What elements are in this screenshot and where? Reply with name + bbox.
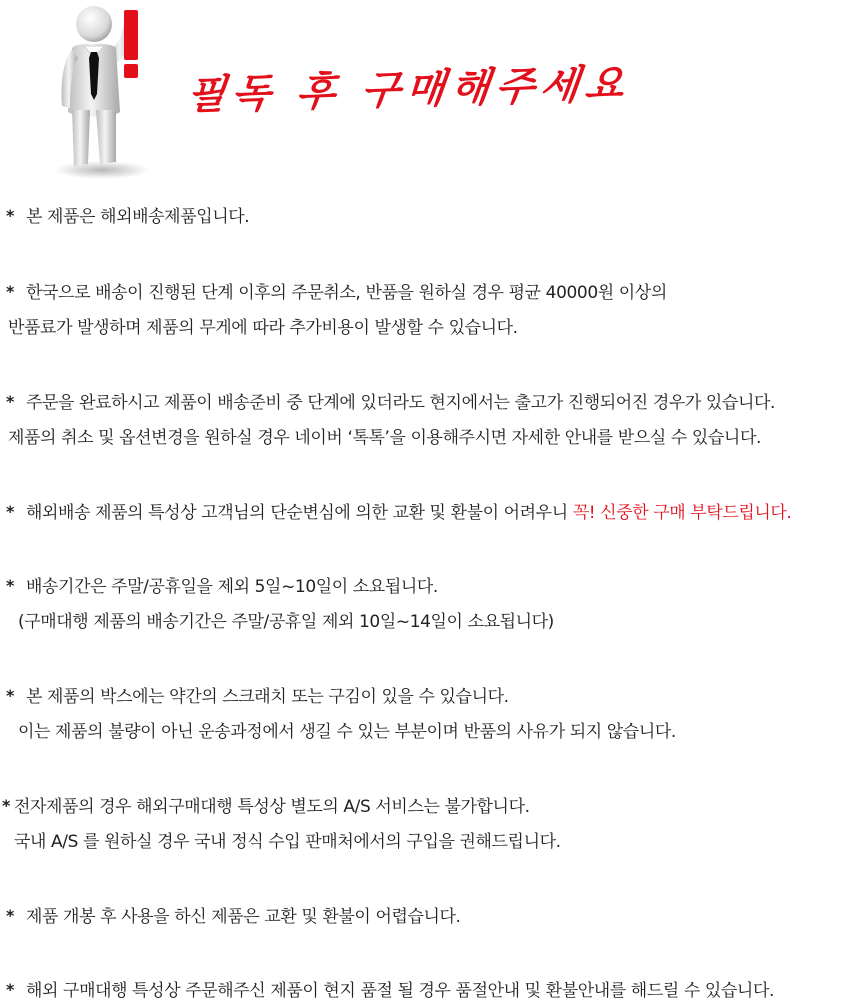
notice-bullet: * [6,282,15,301]
notice-bullet: * [2,796,11,815]
notice-bullet: * [6,206,15,225]
notice-line: 배송기간은 주말/공휴일을 제외 5일~10일이 소요됩니다. [26,577,438,597]
headline-must-read: 필독 후 구매해주세요 [184,60,633,119]
notice-line [26,503,791,523]
notice-line-text: 해외배송 제품의 특성상 고객님의 단순변심에 의한 교환 및 환불이 어려우니 [26,503,573,523]
notice-line: 한국으로 배송이 진행된 단계 이후의 주문취소, 반품을 원하실 경우 평균 40000원 이상의 [26,283,667,303]
notice-line: 제품 개봉 후 사용을 하신 제품은 교환 및 환불이 어렵습니다. [26,907,461,927]
notice-bullet: * [6,392,15,411]
notice-bullet: * [6,576,15,595]
notice-line: 국내 A/S 를 원하실 경우 국내 정식 수입 판매처에서의 구입을 권해드립니다. [14,832,561,852]
notice-emphasis-text: 꼭! 신중한 구매 부탁드립니다. [572,503,792,523]
notice-line: 본 제품은 해외배송제품입니다. [26,207,250,227]
notice-line: 주문을 완료하시고 제품이 배송준비 중 단계에 있더라도 현지에서는 출고가 진행되어진 경우가 있습니다. [26,393,775,413]
notice-line: 제품의 취소 및 옵션변경을 원하실 경우 네이버 ‘톡톡’을 이용해주시면 자세한 안내를 받으실 수 있습니다. [8,428,761,448]
notice-bullet: * [6,906,15,925]
notice-bullet: * [6,502,15,521]
notice-line: 해외 구매대행 특성상 주문해주신 제품이 현지 품절 될 경우 품절안내 및 환불안내를 해드릴 수 있습니다. [26,981,774,1001]
notice-line: 전자제품의 경우 해외구매대행 특성상 별도의 A/S 서비스는 불가합니다. [14,797,530,817]
notice-line: (구매대행 제품의 배송기간은 주말/공휴일 제외 10일~14일이 소요됩니다) [18,612,554,632]
notice-bullet: * [6,686,15,705]
notice-bullet: * [6,980,15,999]
notice-line: 본 제품의 박스에는 약간의 스크래치 또는 구김이 있을 수 있습니다. [26,687,509,707]
notice-line: 이는 제품의 불량이 아닌 운송과정에서 생길 수 있는 부분이며 반품의 사유가 되지 않습니다. [18,722,676,742]
notice-line: 반품료가 발생하며 제품의 무게에 따라 추가비용이 발생할 수 있습니다. [8,318,518,338]
